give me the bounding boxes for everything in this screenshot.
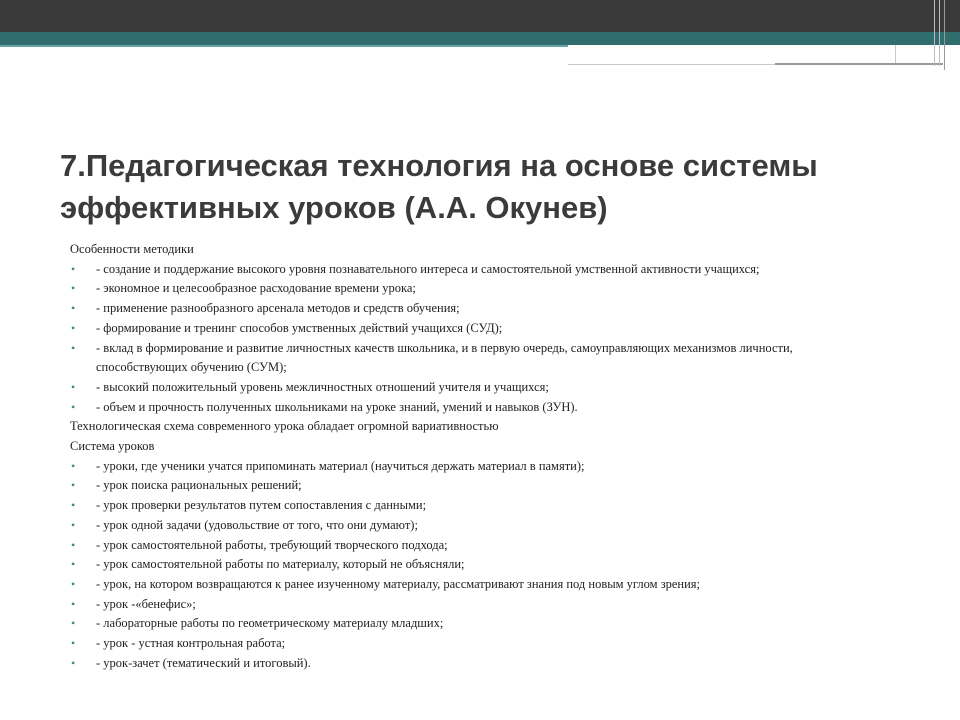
- bullet-item: [66, 279, 886, 299]
- item-text: Система уроков: [70, 439, 155, 454]
- bullet-icon: •: [71, 517, 76, 532]
- bullet-item: [66, 536, 886, 556]
- header-corner-frame: [568, 45, 896, 65]
- bullet-item: [66, 398, 886, 418]
- section-text: [66, 240, 886, 260]
- bullet-item: [66, 654, 886, 674]
- bullet-icon: •: [71, 340, 76, 355]
- item-text: - формирование и тренинг способов умственных действий учащихся (СУД);: [96, 320, 503, 335]
- item-text: - применение разнообразного арсенала методов и средств обучения;: [96, 301, 460, 316]
- bullet-item: [66, 516, 886, 536]
- header-band-dark: [0, 0, 960, 32]
- bullet-item: [66, 476, 886, 496]
- item-text: - урок самостоятельной работы по материалу, который не объясняли;: [96, 557, 465, 572]
- bullet-icon: •: [71, 537, 76, 552]
- item-text: - урок-зачет (тематический и итоговый).: [96, 655, 311, 670]
- item-text: - объем и прочность полученных школьниками на уроке знаний, умений и навыков (ЗУН).: [96, 399, 578, 414]
- header-vertical-line: [939, 0, 940, 66]
- section-text: [66, 417, 886, 437]
- bullet-icon: •: [71, 301, 76, 316]
- item-text: - вклад в формирование и развитие личностных качеств школьника, и в первую очередь, самоуправляющих механизмов личности, способствующих обучению (СУМ);: [96, 340, 793, 375]
- bullet-item: [66, 457, 886, 477]
- item-text: - уроки, где ученики учатся припоминать материал (научиться держать материал в памяти);: [96, 458, 585, 473]
- bullet-icon: •: [71, 281, 76, 296]
- bullet-item: [66, 496, 886, 516]
- bullet-item: [66, 378, 886, 398]
- section-text: [66, 437, 886, 457]
- item-text: - создание и поддержание высокого уровня познавательного интереса и самостоятельной умственной активности учащихся;: [96, 261, 760, 276]
- bullet-icon: •: [71, 596, 76, 611]
- item-text: - лабораторные работы по геометрическому материалу младших;: [96, 616, 444, 631]
- content-list: [66, 240, 886, 673]
- header-vertical-line: [934, 0, 935, 66]
- bullet-icon: •: [71, 636, 76, 651]
- bullet-icon: •: [71, 616, 76, 631]
- bullet-icon: •: [71, 458, 76, 473]
- bullet-item: [66, 339, 886, 378]
- slide-title: 7.Педагогическая технология на основе системы эффективных уроков (А.А. Окунев): [60, 148, 818, 225]
- bullet-item: [66, 595, 886, 615]
- bullet-item: [66, 260, 886, 280]
- header-vertical-line: [944, 0, 945, 70]
- bullet-icon: •: [71, 576, 76, 591]
- bullet-icon: •: [71, 655, 76, 670]
- bullet-item: [66, 634, 886, 654]
- item-text: - урок, на котором возвращаются к ранее изученному материалу, рассматривают знания под новым углом зрения;: [96, 576, 701, 591]
- bullet-icon: •: [71, 320, 76, 335]
- bullet-item: [66, 614, 886, 634]
- bullet-item: [66, 575, 886, 595]
- slide-content: [66, 240, 886, 673]
- item-text: - урок самостоятельной работы, требующий творческого подхода;: [96, 537, 448, 552]
- bullet-item: [66, 319, 886, 339]
- item-text: - урок проверки результатов путем сопоставления с данными;: [96, 498, 427, 513]
- header-band-teal: [0, 32, 960, 45]
- header-corner-rule: [775, 63, 943, 65]
- bullet-item: [66, 299, 886, 319]
- item-text: Особенности методики: [70, 242, 194, 256]
- bullet-icon: •: [71, 399, 76, 414]
- header-band-accent: [0, 45, 568, 47]
- item-text: - урок - устная контрольная работа;: [96, 636, 286, 651]
- bullet-icon: •: [71, 379, 76, 394]
- bullet-icon: •: [71, 261, 76, 276]
- bullet-icon: •: [71, 498, 76, 513]
- item-text: - урок -«бенефис»;: [96, 596, 196, 611]
- bullet-icon: •: [71, 557, 76, 572]
- item-text: - урок одной задачи (удовольствие от того, что они думают);: [96, 517, 418, 532]
- item-text: - высокий положительный уровень межличностных отношений учителя и учащихся;: [96, 379, 549, 394]
- bullet-item: [66, 555, 886, 575]
- item-text: Технологическая схема современного урока обладает огромной вариативностью: [70, 419, 499, 434]
- item-text: - урок поиска рациональных решений;: [96, 478, 302, 493]
- item-text: - экономное и целесообразное расходование времени урока;: [96, 281, 416, 296]
- bullet-icon: •: [71, 478, 76, 493]
